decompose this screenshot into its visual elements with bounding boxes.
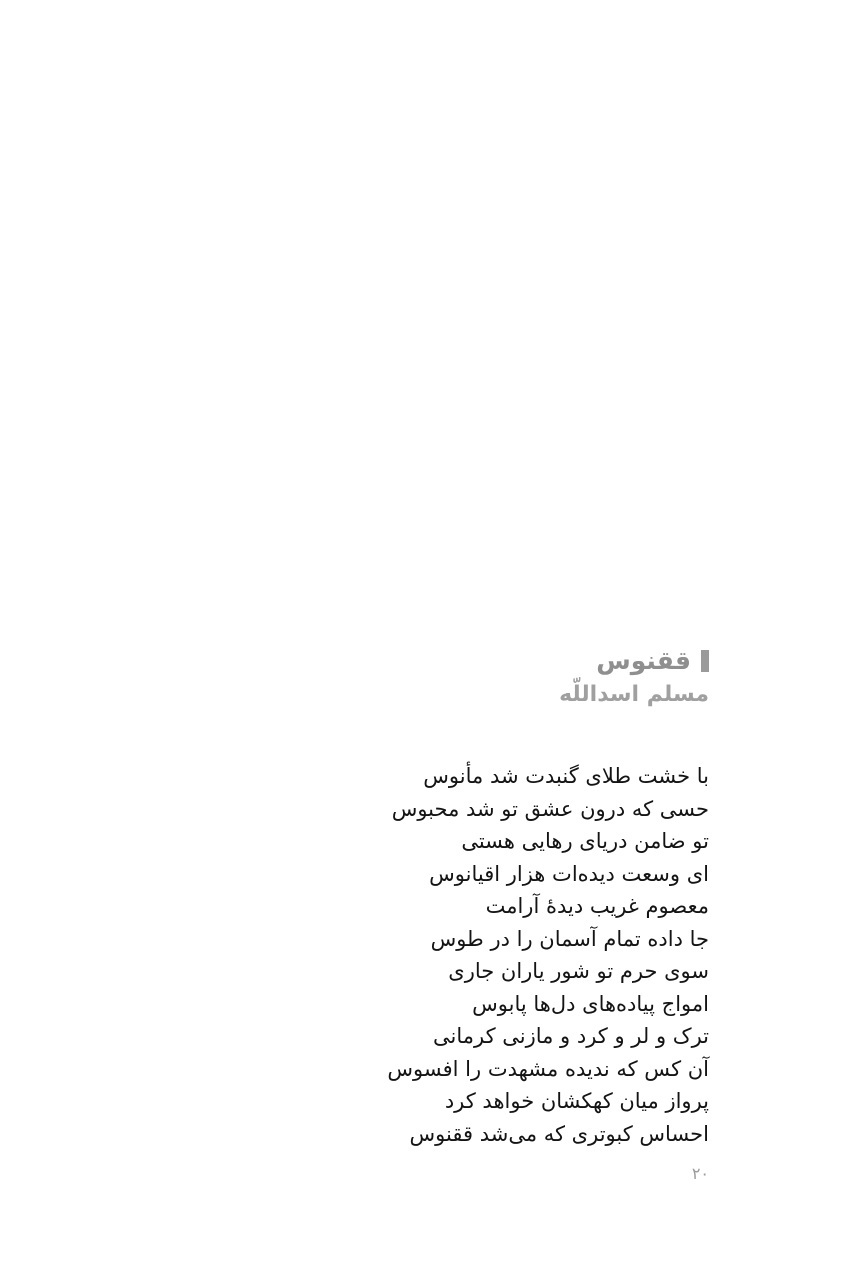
verse-line: آن کس که ندیده مشهدت را افسوس bbox=[387, 1056, 709, 1081]
poem-header bbox=[309, 642, 709, 712]
verse-line: ترک و لر و کرد و مازنی کرمانی bbox=[432, 1024, 709, 1048]
verse-line: معصوم غریب دیدهٔ آرامت bbox=[485, 894, 709, 918]
verse-line: جا داده تمام آسمان را در طوس bbox=[430, 926, 709, 951]
verse-line: با خشت طلای گنبدت شد مأنوس bbox=[423, 764, 709, 788]
verse-line: پرواز میان کهکشان خواهد کرد bbox=[444, 1089, 709, 1113]
title-marker-bar bbox=[701, 650, 709, 672]
verse-line: تو ضامن دریای رهایی هستی bbox=[461, 829, 709, 853]
page-number: ۲۰ bbox=[691, 1164, 709, 1183]
verse-line: امواج پیاده‌های دل‌ها پابوس bbox=[472, 991, 709, 1016]
title-row bbox=[309, 642, 709, 680]
verse-line: ای وسعت دیده‌ات هزار اقیانوس bbox=[429, 861, 709, 886]
verse-line: حسی که درون عشق تو شد محبوس bbox=[391, 796, 709, 821]
verse-line: احساس کبوتری که می‌شد ققنوس bbox=[409, 1121, 709, 1146]
verse-line: سوی حرم تو شور یاران جاری bbox=[448, 959, 709, 983]
poem-body bbox=[289, 760, 709, 1150]
poem-title: ققنوس bbox=[596, 646, 691, 675]
poem-author: مسلم اسداللّه bbox=[559, 682, 709, 707]
